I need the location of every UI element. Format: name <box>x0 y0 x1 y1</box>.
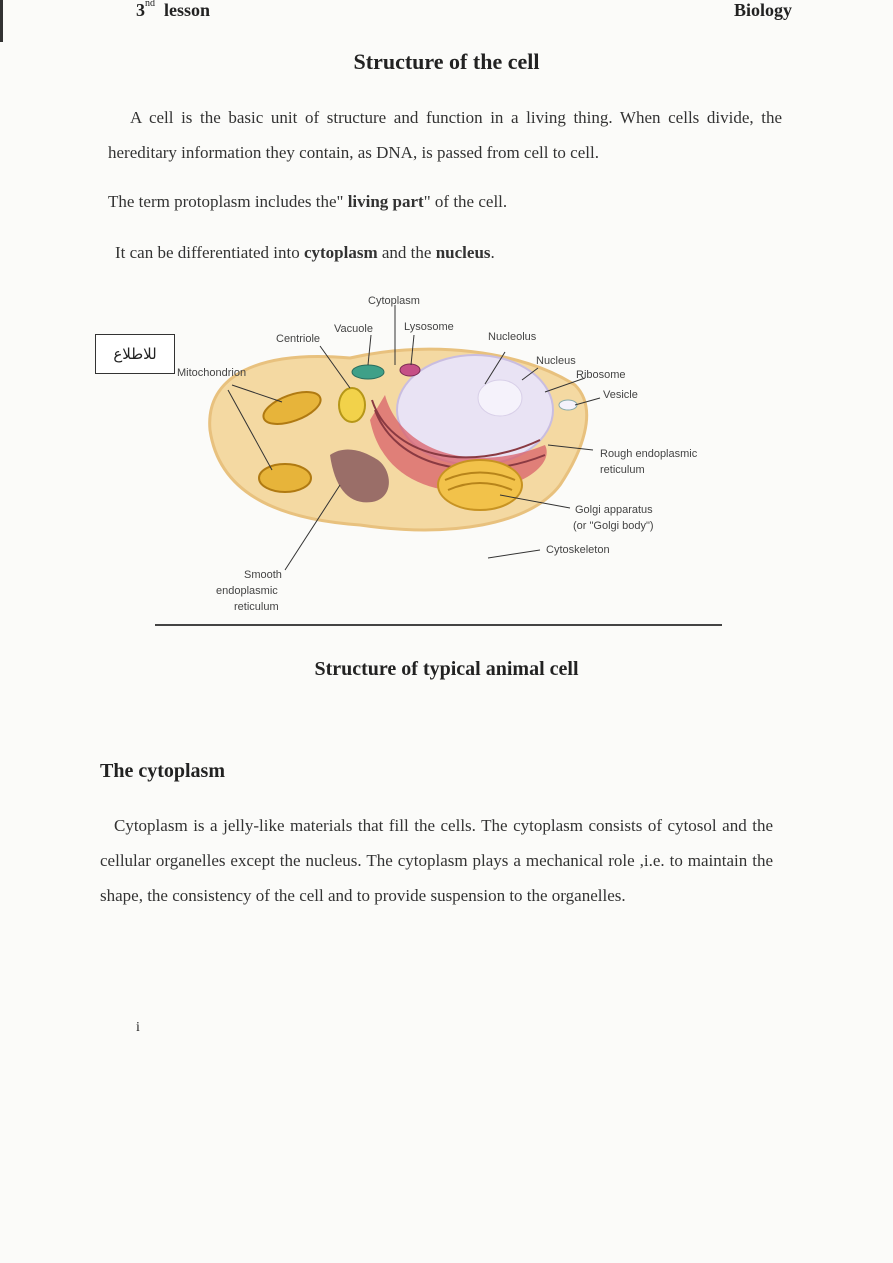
for-reference-box: للاطلاع <box>95 334 175 374</box>
intro-paragraph: A cell is the basic unit of structure and function in a living thing. When cells divide, the hereditary information they contain, as DNA, is passed from cell to cell. <box>108 108 782 162</box>
nucleolus-shape <box>478 380 522 416</box>
label-golgi-1: Golgi apparatus <box>575 504 653 516</box>
label-nucleolus: Nucleolus <box>488 331 537 343</box>
label-centriole: Centriole <box>276 333 321 345</box>
mitochondrion-shape-2 <box>259 464 311 492</box>
page-edge-mark <box>0 0 3 42</box>
label-cytoskeleton: Cytoskeleton <box>546 544 610 556</box>
cytoplasm-heading: The cytoplasm <box>100 760 225 782</box>
label-vesicle: Vesicle <box>603 389 638 401</box>
label-smooth-er-1: Smooth <box>244 569 282 581</box>
label-smooth-er-3: reticulum <box>234 601 279 613</box>
differentiation-paragraph: It can be differentiated into cytoplasm and the nucleus. <box>115 243 495 262</box>
label-rough-er-1: Rough endoplasmic <box>600 448 698 460</box>
figure-caption: Structure of typical animal cell <box>314 658 579 680</box>
label-rough-er-2: reticulum <box>600 464 645 476</box>
label-ribosome: Ribosome <box>576 369 626 381</box>
label-smooth-er-2: endoplasmic <box>216 585 278 597</box>
vesicle-shape <box>559 400 577 410</box>
label-vacuole: Vacuole <box>334 323 373 335</box>
golgi-shape <box>438 460 522 510</box>
centriole-shape <box>339 388 365 422</box>
subject-label: Biology <box>733 0 792 20</box>
page-number: i <box>136 1020 140 1035</box>
figure-divider <box>155 624 722 626</box>
label-nucleus: Nucleus <box>536 355 576 367</box>
label-lysosome: Lysosome <box>404 321 454 333</box>
lysosome-shape <box>400 364 420 376</box>
protoplasm-paragraph: The term protoplasm includes the" living part" of the cell. <box>108 192 508 211</box>
label-mitochondrion: Mitochondrion <box>177 367 247 379</box>
vacuole-shape <box>352 365 384 379</box>
cytoplasm-paragraph: Cytoplasm is a jelly-like materials that fill the cells. The cytoplasm consists of cytosol and the cellular organelles except the nucleus. The cytoplasm plays a mechanical role ,i.e. to maintain the shape, the consistency of the cell and to provide suspension to the organelles. <box>100 816 773 905</box>
label-cytoplasm: Cytoplasm <box>368 295 420 307</box>
animal-cell-diagram <box>0 280 893 630</box>
page-title: Structure of the cell <box>353 49 540 74</box>
lesson-label: 3nd lesson <box>136 0 211 20</box>
label-golgi-2: (or "Golgi body") <box>573 520 654 532</box>
